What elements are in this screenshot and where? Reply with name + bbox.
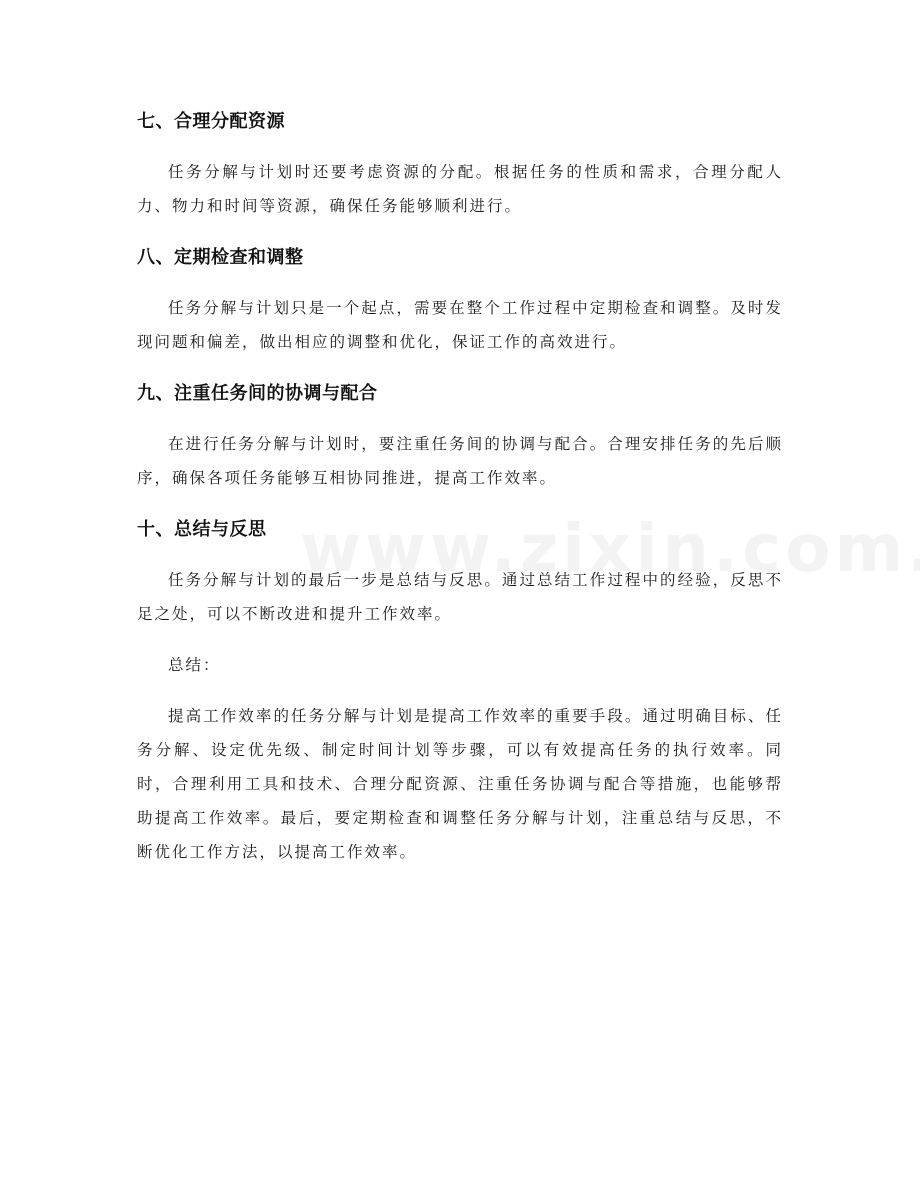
section-heading: 九、注重任务间的协调与配合	[137, 383, 378, 404]
section-summary-reflection	[137, 512, 783, 648]
section-resource-allocation	[137, 104, 783, 240]
section-paragraph: 任务分解与计划的最后一步是总结与反思。通过总结工作过程中的经验，反思不足之处，可以不断改进和提升工作效率。	[137, 571, 783, 623]
summary-block	[137, 648, 783, 869]
section-regular-review	[137, 240, 783, 376]
section-paragraph: 任务分解与计划时还要考虑资源的分配。根据任务的性质和需求，合理分配人力、物力和时间等资源，确保任务能够顺利进行。	[137, 163, 783, 215]
summary-paragraph: 提高工作效率的任务分解与计划是提高工作效率的重要手段。通过明确目标、任务分解、设定优先级、制定时间计划等步骤，可以有效提高任务的执行效率。同时，合理利用工具和技术、合理分配资源、注重任务协调与配合等措施，也能够帮助提高工作效率。最后，要定期检查和调整任务分解与计划，注重总结与反思，不断优化工作方法，以提高工作效率。	[137, 707, 783, 861]
section-heading: 十、总结与反思	[137, 519, 267, 540]
section-heading: 七、合理分配资源	[137, 111, 285, 132]
section-paragraph: 任务分解与计划只是一个起点，需要在整个工作过程中定期检查和调整。及时发现问题和偏差，做出相应的调整和优化，保证工作的高效进行。	[137, 299, 783, 351]
section-coordination	[137, 376, 783, 512]
summary-label: 总结：	[168, 656, 221, 674]
document-body	[137, 104, 783, 869]
section-heading: 八、定期检查和调整	[137, 247, 304, 268]
section-paragraph: 在进行任务分解与计划时，要注重任务间的协调与配合。合理安排任务的先后顺序，确保各项任务能够互相协同推进，提高工作效率。	[137, 435, 783, 487]
